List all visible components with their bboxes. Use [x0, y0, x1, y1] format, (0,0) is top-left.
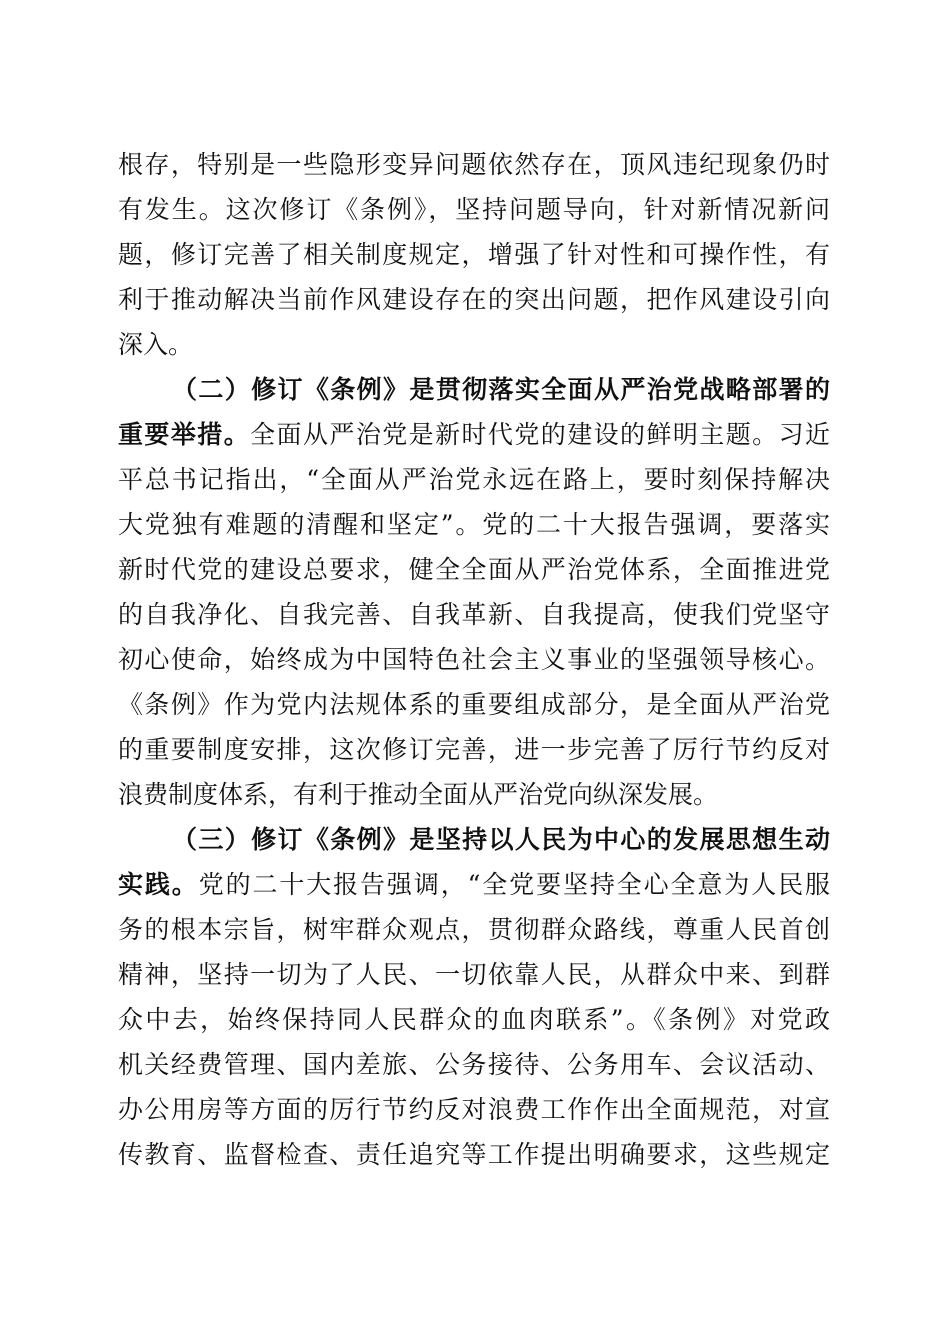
paragraph-section-3 — [118, 817, 830, 1177]
text-line: 题，修订完善了相关制度规定，增强了针对性和可操作性，有 — [118, 240, 830, 269]
text-line: 众中去，始终保持同人民群众的血肉联系”。《条例》对党政 — [118, 1005, 830, 1034]
text-line: 的自我净化、自我完善、自我革新、自我提高，使我们党坚守 — [118, 600, 830, 629]
paragraph-intro — [118, 142, 830, 367]
text-line: 的重要制度安排，这次修订完善，进一步完善了厉行节约反对 — [118, 735, 830, 764]
text-line: 深入。 — [118, 330, 194, 359]
section-heading-end: 重要举措。 — [118, 420, 251, 449]
text-line: 初心使命，始终成为中国特色社会主义事业的坚强领导核心。 — [118, 645, 830, 674]
text-line: 机关经费管理、国内差旅、公务接待、公务用车、会议活动、 — [118, 1050, 830, 1079]
text-line: 浪费制度体系，有利于推动全面从严治党向纵深发展。 — [118, 780, 719, 809]
text-line: 有发生。这次修订《条例》，坚持问题导向，针对新情况新问 — [118, 195, 830, 224]
text-line — [118, 862, 830, 907]
section-heading: （二）修订《条例》是贯彻落实全面从严治党战略部署的 — [172, 375, 830, 404]
text-line: 利于推动解决当前作风建设存在的突出问题，把作风建设引向 — [118, 285, 830, 314]
text-line: 根存，特别是一些隐形变异问题依然存在，顶风违纪现象仍时 — [118, 150, 830, 179]
text-line: 大党独有难题的清醒和坚定”。党的二十大报告强调，要落实 — [118, 510, 830, 539]
text-line: 平总书记指出，“全面从严治党永远在路上，要时刻保持解决 — [118, 465, 830, 494]
text-line-rest: 党的二十大报告强调，“全党要坚持全心全意为人民服 — [198, 870, 830, 899]
paragraph-section-2 — [118, 367, 830, 817]
section-heading-end: 实践。 — [118, 870, 199, 899]
section-heading: （三）修订《条例》是坚持以人民为中心的发展思想生动 — [172, 825, 830, 854]
text-line: 精神，坚持一切为了人民、一切依靠人民，从群众中来、到群 — [118, 960, 830, 989]
document-body — [118, 142, 830, 1177]
text-line — [118, 412, 830, 457]
text-line: 《条例》作为党内法规体系的重要组成部分，是全面从严治党 — [118, 690, 830, 719]
text-line-rest: 全面从严治党是新时代党的建设的鲜明主题。习近 — [250, 420, 830, 449]
text-line: 办公用房等方面的厉行节约反对浪费工作作出全面规范，对宣 — [118, 1095, 830, 1124]
text-line: 务的根本宗旨，树牢群众观点，贯彻群众路线，尊重人民首创 — [118, 915, 830, 944]
text-line: 新时代党的建设总要求，健全全面从严治党体系，全面推进党 — [118, 555, 830, 584]
text-line: 传教育、监督检查、责任追究等工作提出明确要求，这些规定 — [118, 1140, 830, 1169]
